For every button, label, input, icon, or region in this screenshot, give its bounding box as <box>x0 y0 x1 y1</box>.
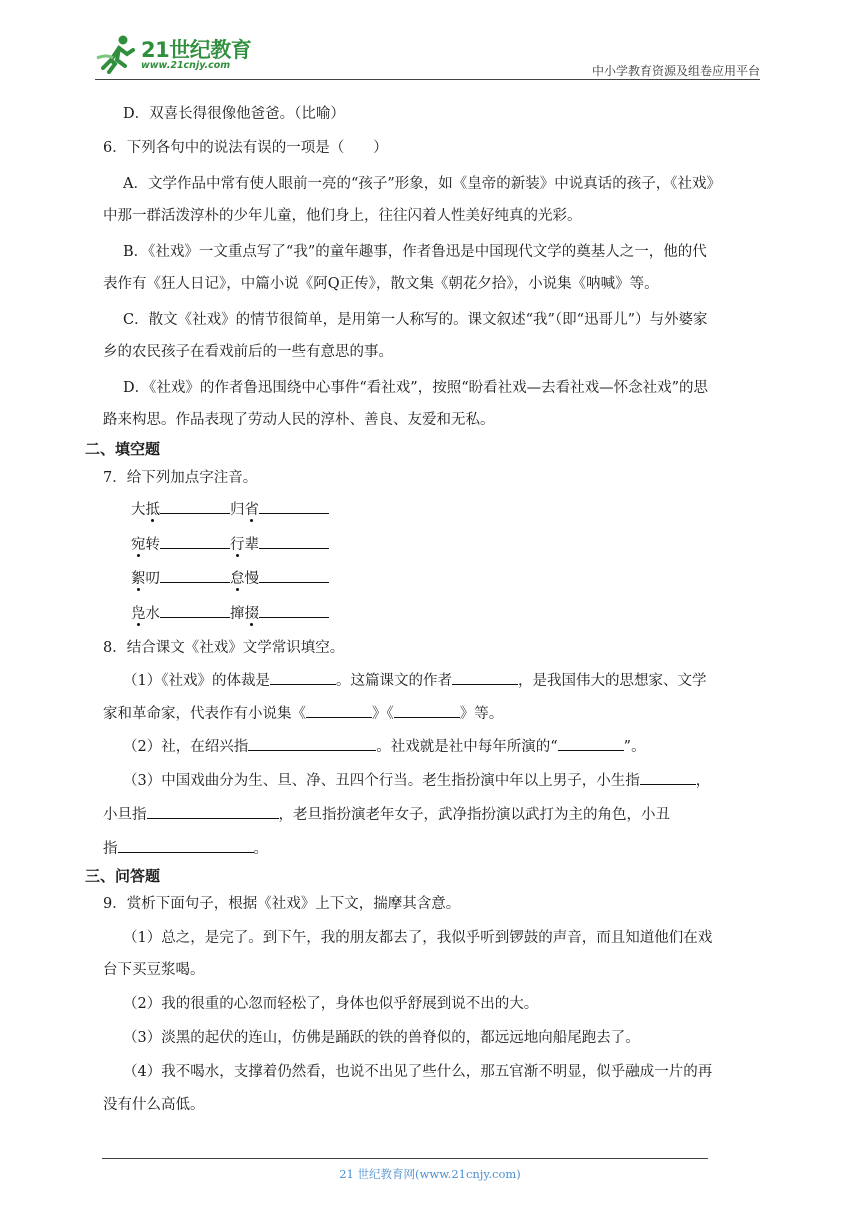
q8-text: ， <box>695 773 711 789</box>
q8-part1-line2 <box>103 703 503 724</box>
answer-blank[interactable] <box>394 703 460 718</box>
q9-sentence-4-line2: 没有什么高低。 <box>103 1097 205 1113</box>
header-divider <box>95 79 760 80</box>
q9-sentence-4-line1: （4）我不喝水，支撑着仍然看，也说不出见了些什么，那五官渐不明显，似乎融成一片的再 <box>123 1064 713 1080</box>
answer-blank[interactable] <box>259 603 329 618</box>
q9-sentence-1-line1: （1）总之，是完了。到下午，我的朋友都去了，我似乎听到锣鼓的声音，而且知道他们在戏 <box>123 930 713 946</box>
q6-option-a-line2: 中那一群活泼淳朴的少年儿童，他们身上，往往闪着人性美好纯真的光彩。 <box>103 208 582 224</box>
q8-part1-line1 <box>123 670 706 691</box>
q8-part3-line2 <box>103 804 670 825</box>
q7-dotted-char: 行 <box>230 537 245 553</box>
q6-option-d-line2: 路来构思。作品表现了劳动人民的淳朴、善良、友爱和无私。 <box>103 412 495 428</box>
q7-row-1 <box>131 499 329 520</box>
q8-part2 <box>123 736 646 757</box>
q8-text: （3）中国戏曲分为生、旦、净、丑四个行当。老生指扮演中年以上男子，小生指 <box>123 773 640 789</box>
q6-option-a-line1: A．文学作品中常有使人眼前一亮的“孩子”形象，如《皇帝的新装》中说真话的孩子，《社戏》 <box>123 176 722 192</box>
logo-title: 21世纪教育 <box>141 38 252 62</box>
site-logo[interactable] <box>95 34 265 74</box>
q8-text: 家和革命家，代表作有小说集《 <box>103 706 306 722</box>
q9-sentence-1-line2: 台下买豆浆喝。 <box>103 962 205 978</box>
q6-stem: 6．下列各句中的说法有误的一项是（ ） <box>103 140 388 156</box>
answer-blank[interactable] <box>248 736 376 751</box>
answer-blank[interactable] <box>306 703 372 718</box>
page-header <box>95 30 760 80</box>
answer-blank[interactable] <box>259 499 329 514</box>
answer-blank[interactable] <box>147 804 279 819</box>
q7-word: 叨 <box>145 571 160 587</box>
q7-dotted-char: 凫 <box>131 606 146 622</box>
footer-divider <box>102 1158 708 1159</box>
q7-row-2 <box>131 534 329 555</box>
q9-stem: 9．赏析下面句子，根据《社戏》上下文，揣摩其含意。 <box>103 896 461 912</box>
q7-dotted-char: 掇 <box>244 606 259 622</box>
q7-dotted-char: 怠 <box>230 571 245 587</box>
answer-blank[interactable] <box>640 770 696 785</box>
section-qa-title: 三、问答题 <box>85 867 161 885</box>
platform-tagline: 中小学教育资源及组卷应用平台 <box>591 64 760 78</box>
q7-word: 慢 <box>244 571 259 587</box>
q9-sentence-2: （2）我的很重的心忽而轻松了，身体也似乎舒展到说不出的大。 <box>123 996 539 1012</box>
q7-word: 撺 <box>230 606 245 622</box>
q8-text: 。这篇课文的作者 <box>335 673 452 689</box>
q6-option-c-line1: C．散文《社戏》的情节很简单，是用第一人称写的。课文叙述“我”（即“迅哥儿”）与外婆家 <box>123 312 708 328</box>
q7-stem: 7．给下列加点字注音。 <box>103 470 258 486</box>
q7-word: 辈 <box>244 537 259 553</box>
q8-text: 。社戏就是社中每年所演的“ <box>376 739 558 755</box>
q7-word: 转 <box>145 537 160 553</box>
footer-source-link[interactable]: 21 世纪教育网(www.21cnjy.com) <box>339 1167 521 1181</box>
q8-text: 指 <box>103 841 118 857</box>
q6-option-c-line2: 乡的农民孩子在看戏前后的一些有意思的事。 <box>103 344 393 360</box>
q8-text: （1）《社戏》的体裁是 <box>123 673 270 689</box>
q8-text: 小旦指 <box>103 807 147 823</box>
q9-sentence-3: （3）淡黑的起伏的连山，仿佛是踊跃的铁的兽脊似的，都远远地向船尾跑去了。 <box>123 1030 640 1046</box>
q7-word: 水 <box>145 606 160 622</box>
q8-part3-line3 <box>103 838 268 859</box>
answer-blank[interactable] <box>452 670 518 685</box>
q7-dotted-char: 抵 <box>145 502 160 518</box>
q7-word: 大 <box>131 502 146 518</box>
q7-row-4 <box>131 603 329 624</box>
q8-text: ”。 <box>623 739 646 755</box>
answer-blank[interactable] <box>160 499 230 514</box>
section-fill-blank-title: 二、填空题 <box>85 440 161 458</box>
q8-stem: 8．结合课文《社戏》文学常识填空。 <box>103 640 345 656</box>
q7-word: 归 <box>230 502 245 518</box>
q6-option-d-line1: D．《社戏》的作者鲁迅围绕中心事件“看社戏”，按照“盼看社戏—去看社戏—怀念社戏”的思 <box>123 380 709 396</box>
answer-blank[interactable] <box>160 603 230 618</box>
answer-blank[interactable] <box>270 670 336 685</box>
q7-row-3 <box>131 568 329 589</box>
answer-blank[interactable] <box>259 534 329 549</box>
runner-logo-icon <box>95 34 137 74</box>
q8-text: ，老旦指扮演老年女子，武净指扮演以武打为主的角色，小丑 <box>278 807 670 823</box>
q8-text: 。 <box>253 841 268 857</box>
q5-option-d: D．双喜长得很像他爸爸。（比喻） <box>123 106 345 122</box>
logo-url: www.21cnjy.com <box>141 60 231 71</box>
q6-option-b-line2: 表作有《狂人日记》，中篇小说《阿Q正传》，散文集《朝花夕拾》，小说集《呐喊》等。 <box>103 276 659 292</box>
q6-option-b-line1: B．《社戏》一文重点写了“我”的童年趣事，作者鲁迅是中国现代文学的奠基人之一，他的代 <box>123 244 707 260</box>
q7-dotted-char: 絮 <box>131 571 146 587</box>
answer-blank[interactable] <box>259 568 329 583</box>
q8-text: ，是我国伟大的思想家、文学 <box>517 673 707 689</box>
q8-text: 》《 <box>372 706 394 722</box>
answer-blank[interactable] <box>160 568 230 583</box>
q8-text: 》等。 <box>459 706 504 722</box>
q8-text: （2）社，在绍兴指 <box>123 739 249 755</box>
answer-blank[interactable] <box>558 736 624 751</box>
q8-part3-line1 <box>123 770 710 791</box>
answer-blank[interactable] <box>160 534 230 549</box>
answer-blank[interactable] <box>118 838 254 853</box>
q7-dotted-char: 省 <box>244 502 259 518</box>
q7-dotted-char: 宛 <box>131 537 146 553</box>
